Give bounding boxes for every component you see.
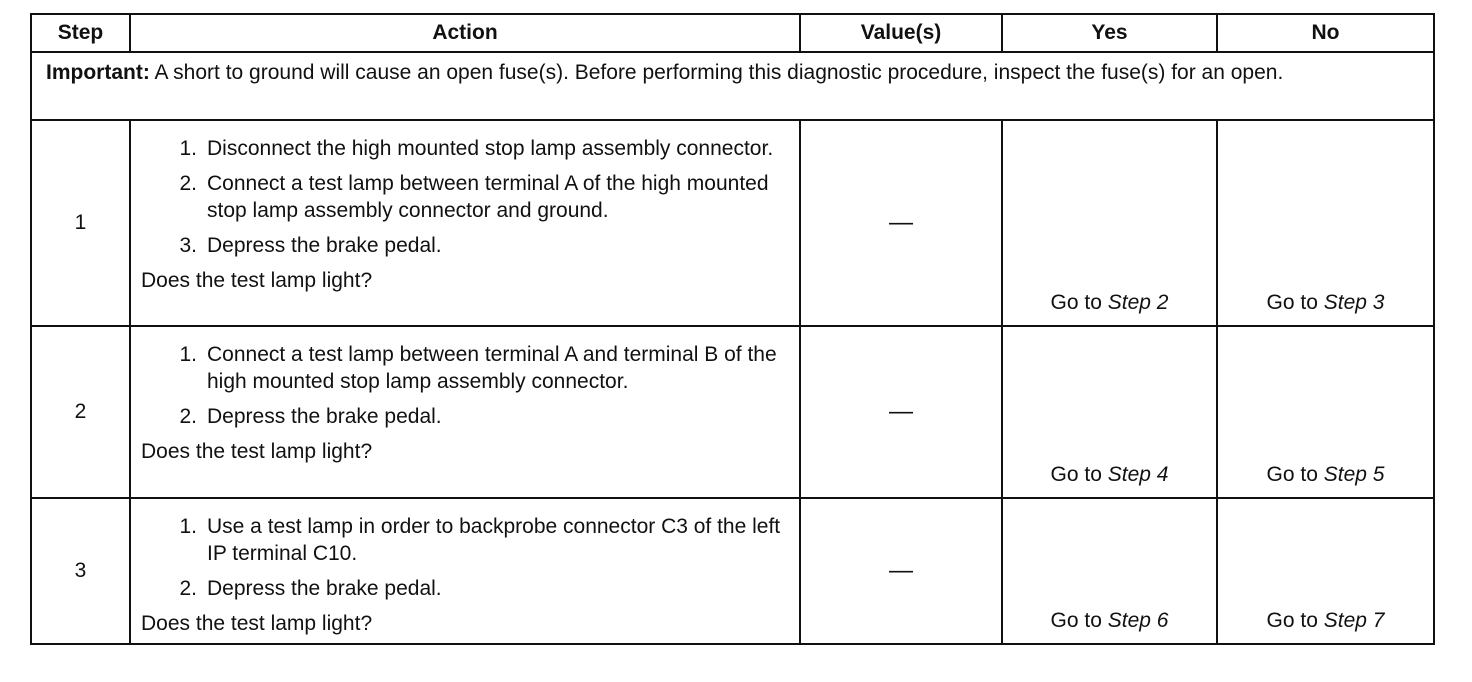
goto-prefix: Go to bbox=[1266, 609, 1324, 632]
yes-step-ref: Step 2 bbox=[1107, 291, 1169, 314]
no-cell bbox=[1217, 120, 1434, 326]
goto-prefix: Go to bbox=[1050, 463, 1108, 486]
action-item-number: 2. bbox=[179, 577, 197, 600]
action-cell bbox=[130, 326, 800, 498]
value-cell: — bbox=[800, 498, 1002, 644]
important-text: A short to ground will cause an open fuse(s). Before performing this diagnostic procedure, inspect the fuse(s) for an open. bbox=[149, 61, 1284, 84]
table-row-step-2 bbox=[31, 326, 1434, 498]
goto-prefix: Go to bbox=[1266, 291, 1324, 314]
action-list bbox=[141, 341, 789, 430]
value-cell: — bbox=[800, 120, 1002, 326]
action-item-number: 2. bbox=[179, 405, 197, 428]
diagnostic-table bbox=[30, 13, 1435, 645]
value-cell: — bbox=[800, 326, 1002, 498]
table-row-step-1 bbox=[31, 120, 1434, 326]
action-cell bbox=[130, 498, 800, 644]
action-item-number: 1. bbox=[179, 137, 197, 160]
header-yes: Yes bbox=[1002, 14, 1217, 52]
step-number: 1 bbox=[31, 120, 130, 326]
action-item bbox=[141, 232, 789, 259]
action-question: Does the test lamp light? bbox=[141, 612, 373, 635]
action-item-number: 3. bbox=[179, 234, 197, 257]
action-cell bbox=[130, 120, 800, 326]
yes-step-ref: Step 6 bbox=[1107, 609, 1169, 632]
header-step: Step bbox=[31, 14, 130, 52]
action-list bbox=[141, 513, 789, 602]
action-item-text: Use a test lamp in order to backprobe connector C3 of the left IP terminal C10. bbox=[207, 515, 781, 565]
no-cell bbox=[1217, 326, 1434, 498]
yes-cell bbox=[1002, 326, 1217, 498]
yes-cell bbox=[1002, 498, 1217, 644]
goto-prefix: Go to bbox=[1050, 609, 1108, 632]
header-values: Value(s) bbox=[800, 14, 1002, 52]
important-label: Important: bbox=[46, 61, 150, 84]
important-note-row bbox=[31, 52, 1434, 120]
no-step-ref: Step 5 bbox=[1323, 463, 1385, 486]
goto-prefix: Go to bbox=[1266, 463, 1324, 486]
action-question: Does the test lamp light? bbox=[141, 440, 373, 463]
action-item-text: Depress the brake pedal. bbox=[207, 405, 442, 428]
yes-step-ref: Step 4 bbox=[1107, 463, 1169, 486]
action-list bbox=[141, 135, 789, 259]
step-number: 2 bbox=[31, 326, 130, 498]
action-item-text: Depress the brake pedal. bbox=[207, 577, 442, 600]
action-item-text: Depress the brake pedal. bbox=[207, 234, 442, 257]
header-action: Action bbox=[130, 14, 800, 52]
action-item-text: Connect a test lamp between terminal A and terminal B of the high mounted stop lamp assembly connector. bbox=[207, 343, 777, 393]
action-item-number: 1. bbox=[179, 515, 197, 538]
action-item bbox=[141, 513, 789, 567]
table-row-step-3 bbox=[31, 498, 1434, 644]
action-item bbox=[141, 575, 789, 602]
action-question: Does the test lamp light? bbox=[141, 269, 373, 292]
no-step-ref: Step 3 bbox=[1323, 291, 1385, 314]
no-step-ref: Step 7 bbox=[1323, 609, 1385, 632]
action-item-text: Disconnect the high mounted stop lamp assembly connector. bbox=[207, 137, 774, 160]
header-no: No bbox=[1217, 14, 1434, 52]
action-item-number: 2. bbox=[179, 172, 197, 195]
step-number: 3 bbox=[31, 498, 130, 644]
yes-cell bbox=[1002, 120, 1217, 326]
action-item-number: 1. bbox=[179, 343, 197, 366]
action-item bbox=[141, 170, 789, 224]
action-item-text: Connect a test lamp between terminal A of the high mounted stop lamp assembly connector and ground. bbox=[207, 172, 769, 222]
goto-prefix: Go to bbox=[1050, 291, 1108, 314]
action-item bbox=[141, 135, 789, 162]
no-cell bbox=[1217, 498, 1434, 644]
action-item bbox=[141, 341, 789, 395]
action-item bbox=[141, 403, 789, 430]
header-row bbox=[31, 14, 1434, 52]
important-note bbox=[31, 52, 1434, 120]
